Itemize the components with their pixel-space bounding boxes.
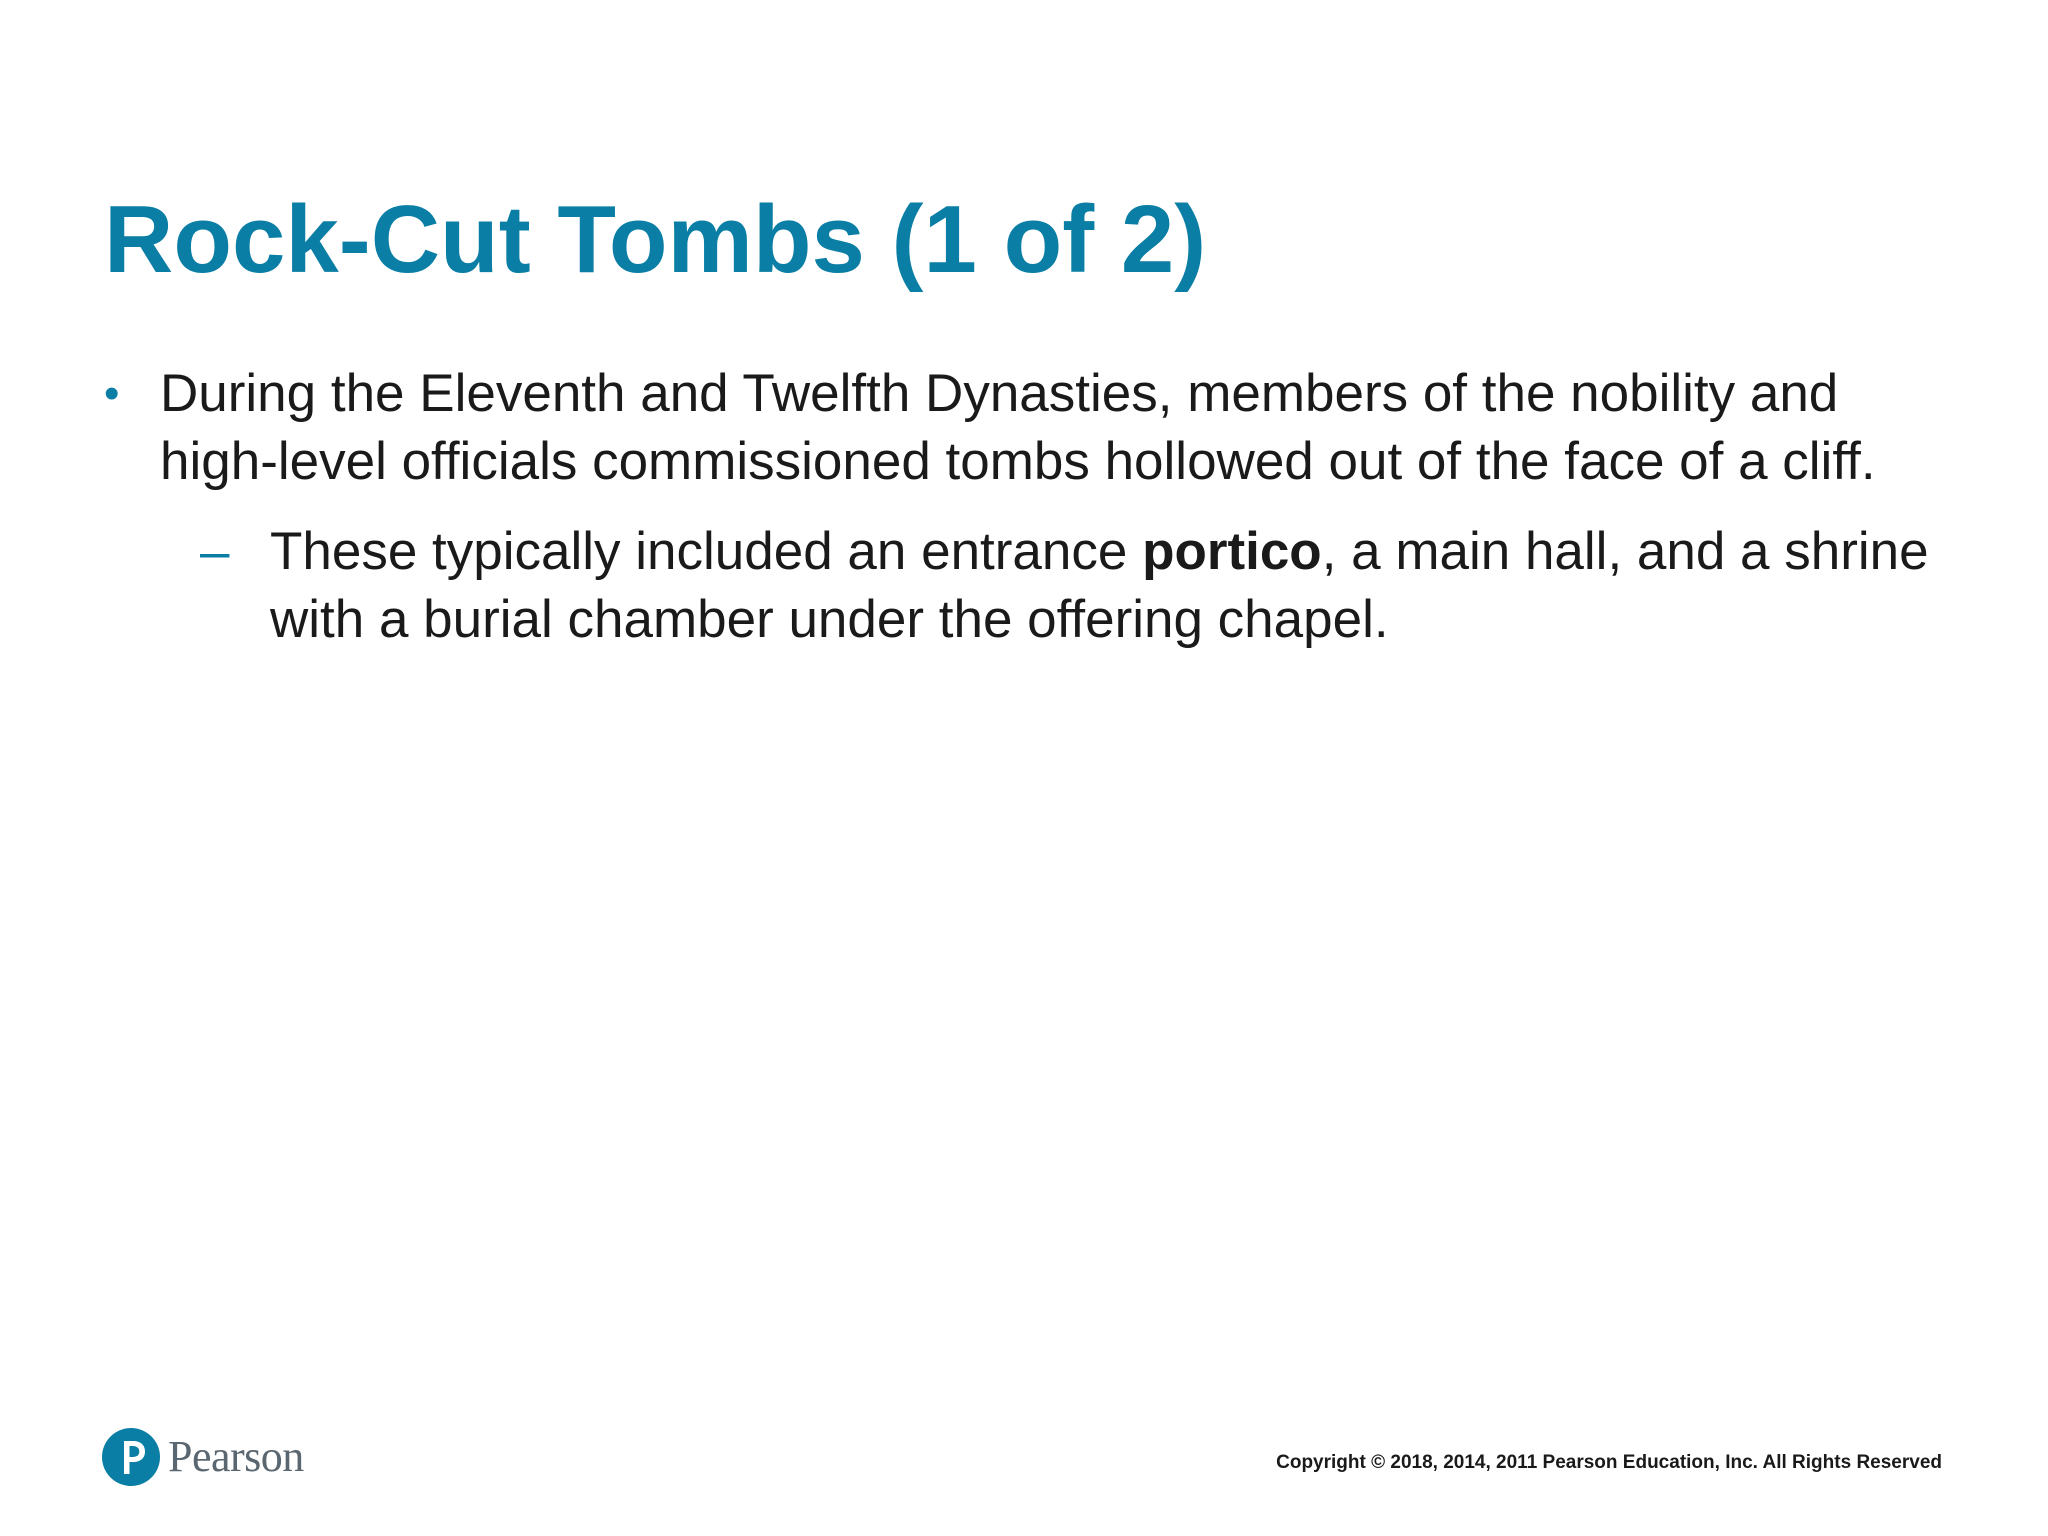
copyright-notice: Copyright © 2018, 2014, 2011 Pearson Education, Inc. All Rights Reserved bbox=[1276, 1452, 1942, 1473]
bullet-marker: • bbox=[104, 369, 120, 418]
bullet-text: During the Eleventh and Twelfth Dynasties, members of the nobility and high-level officials commissioned tombs hollowed out of the face of a cliff. bbox=[160, 364, 1876, 491]
pearson-logo-text: Pearson bbox=[168, 1432, 304, 1481]
sub-bullet-marker: – bbox=[200, 522, 230, 581]
slide-content bbox=[104, 360, 1944, 654]
sub-bullet-text-before: These typically included an entrance bbox=[270, 522, 1143, 581]
pearson-logo bbox=[102, 1428, 304, 1486]
sub-bullet-emphasis: portico bbox=[1142, 522, 1322, 581]
sub-bullet-text-after: , a main hall, and a shrine with a burial chamber under the offering chapel. bbox=[270, 522, 1929, 649]
pearson-p-logo-icon bbox=[102, 1428, 160, 1486]
bullet-item bbox=[104, 360, 1944, 496]
sub-bullet-item bbox=[200, 518, 1950, 654]
slide-title: Rock-Cut Tombs (1 of 2) bbox=[104, 186, 1207, 293]
